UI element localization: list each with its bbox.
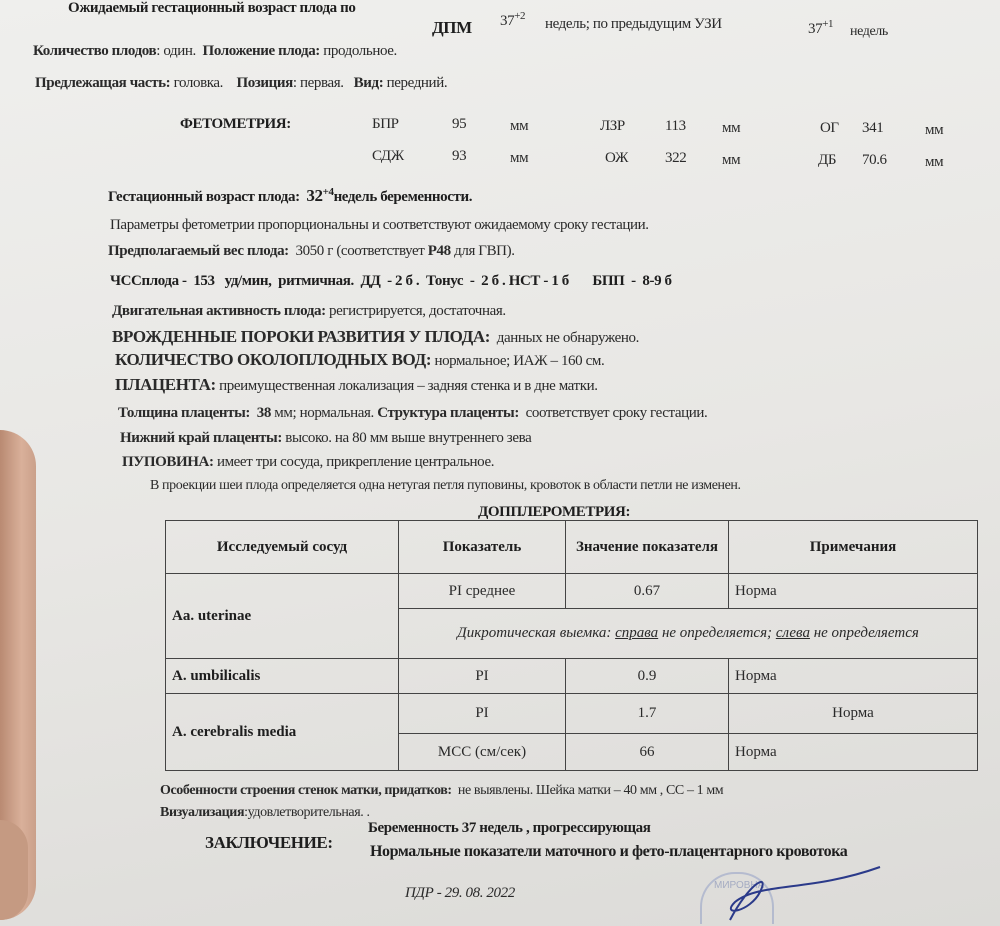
fetometry-value: 93	[452, 148, 467, 164]
note-cell: Норма	[729, 734, 978, 771]
fetometry-unit: мм	[925, 154, 944, 170]
fetus-count: Количество плодов: один. Положение плода: продольное.	[33, 43, 397, 59]
defects: ВРОЖДЕННЫЕ ПОРОКИ РАЗВИТИЯ У ПЛОДА: данных не обнаружено.	[112, 327, 640, 346]
table-row	[166, 694, 978, 734]
value-cell: 66	[566, 734, 729, 771]
uterus-walls: Особенности строения стенок матки, придатков: не выявлены. Шейка матки – 40 мм , СС – 1 мм	[160, 783, 724, 798]
cord-loop: В проекции шеи плода определяется одна нетугая петля пуповины, кровоток в области петли не изменен.	[150, 478, 741, 493]
fetometry-title: ФЕТОМЕТРИЯ:	[180, 116, 291, 132]
table-row	[166, 574, 978, 609]
weeks-prev: недель; по предыдущим УЗИ	[545, 16, 722, 32]
placenta-thickness: Толщина плаценты: 38 мм; нормальная. Структура плаценты: соответствует сроку гестации.	[118, 405, 708, 421]
fetometry-value: 113	[665, 118, 686, 134]
weeks: недель	[850, 24, 888, 39]
value-cell: 1.7	[566, 694, 729, 734]
params-text: Параметры фетометрии пропорциональны и соответствуют ожидаемому сроку гестации.	[110, 217, 649, 233]
index-cell: МСС (см/сек)	[399, 734, 566, 771]
dpm-age: $37^{+2}$	[500, 10, 526, 29]
header-value: Значение показателя	[566, 521, 729, 574]
fetometry-unit: мм	[925, 122, 944, 138]
dpm-label: ДПМ	[432, 18, 472, 37]
fetometry-value: 70.6	[862, 152, 887, 168]
finger	[0, 820, 28, 920]
header-vessel: Исследуемый сосуд	[166, 521, 399, 574]
due-date: ПДР - 29. 08. 2022	[405, 885, 515, 901]
visualization: Визуализация:удовлетворительная. .	[160, 805, 370, 820]
fetometry-unit: мм	[510, 150, 529, 166]
doppler-table	[165, 520, 978, 771]
fetometry-value: 322	[665, 150, 687, 166]
note-cell: Норма	[729, 694, 978, 734]
conclusion-line-1: Беременность 37 недель , прогрессирующая	[368, 820, 651, 836]
vessel-cell: A. umbilicalis	[166, 659, 399, 694]
stamp: МИРОВНА	[700, 872, 774, 924]
fetometry-unit: мм	[722, 152, 741, 168]
fetometry-value: 95	[452, 116, 467, 132]
value-cell: 0.9	[566, 659, 729, 694]
prev-age: $37^{+1}$	[808, 18, 834, 37]
doppler-title: ДОППЛЕРОМЕТРИЯ:	[478, 504, 631, 520]
note-cell: Норма	[729, 574, 978, 609]
weight: Предполагаемый вес плода: 3050 г (соответствует Р48 для ГВП).	[108, 243, 515, 259]
gestational-age: Гестационный возраст плода: $32^{+4}недель$ беременности.	[108, 186, 473, 205]
placenta: ПЛАЦЕНТА: преимущественная локализация – задняя стенка и в дне матки.	[115, 375, 598, 394]
index-cell: PI	[399, 659, 566, 694]
conclusion-line-2: Нормальные показатели маточного и фето-плацентарного кровотока	[370, 843, 848, 860]
note-cell: Норма	[729, 659, 978, 694]
motion: Двигательная активность плода: регистрируется, достаточная.	[112, 303, 506, 319]
dicrotic-cell: Дикротическая выемка: справа не определяется; слева не определяется	[399, 609, 978, 659]
value-cell: 0.67	[566, 574, 729, 609]
fetometry-item: ДБ	[818, 152, 837, 168]
umbilical-cord: ПУПОВИНА: имеет три сосуда, прикрепление центральное.	[122, 454, 495, 470]
fetometry-item: ОГ	[820, 120, 839, 136]
placenta-edge: Нижний край плаценты: высоко. на 80 мм выше внутреннего зева	[120, 430, 532, 446]
index-cell: PI	[399, 694, 566, 734]
header-index: Показатель	[399, 521, 566, 574]
fetometry-unit: мм	[510, 118, 529, 134]
fetometry-unit: мм	[722, 120, 741, 136]
table-header-row	[166, 521, 978, 574]
fluid: КОЛИЧЕСТВО ОКОЛОПЛОДНЫХ ВОД: нормальное; ИАЖ – 160 см.	[115, 350, 605, 369]
header-notes: Примечания	[729, 521, 978, 574]
fetometry-item: БПР	[372, 116, 399, 132]
conclusion-label: ЗАКЛЮЧЕНИЕ:	[205, 833, 333, 852]
vessel-cell: Aa. uterinae	[166, 574, 399, 659]
heart-rate: ЧССплода - 153 уд/мин, ритмичная. ДД - 2 б . Тонус - 2 б . НСТ - 1 б БПП - 8-9 б	[110, 273, 672, 289]
signature	[690, 862, 890, 922]
presenting: Предлежащая часть: головка. Позиция: первая. Вид: передний.	[35, 75, 448, 91]
table-row	[166, 659, 978, 694]
fetometry-value: 341	[862, 120, 884, 136]
expected-age-label: Ожидаемый гестационный возраст плода по	[68, 0, 356, 16]
index-cell: PI среднее	[399, 574, 566, 609]
vessel-cell: A. cerebralis media	[166, 694, 399, 771]
fetometry-item: ОЖ	[605, 150, 629, 166]
fetometry-item: СДЖ	[372, 148, 404, 164]
fetometry-item: ЛЗР	[600, 118, 625, 134]
